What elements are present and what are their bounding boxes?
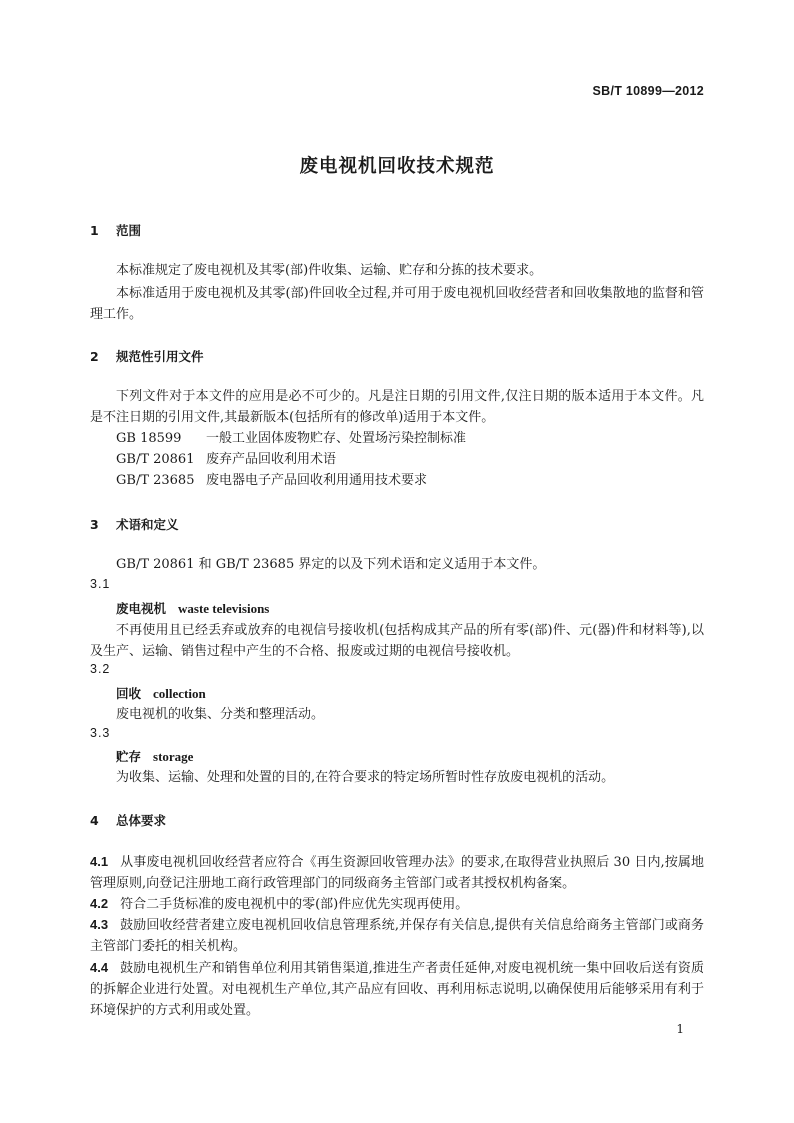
term-en: storage (153, 749, 194, 764)
s1-paragraph-1: 本标准规定了废电视机及其零(部)件收集、运输、贮存和分拣的技术要求。 (116, 263, 543, 278)
page-number: 1 (676, 1022, 684, 1036)
term-name (116, 684, 206, 702)
term-name (116, 599, 269, 617)
s3-intro: GB/T 20861 和 GB/T 23685 界定的以及下列术语和定义适用于本文件。 (116, 557, 546, 572)
s2-intro: 下列文件对于本文件的应用是必不可少的。凡是注日期的引用文件,仅注日期的版本适用于本文件。凡是不注日期的引用文件,其最新版本(包括所有的修改单)适用于本文件。 (90, 389, 704, 425)
clause-number: 4.3 (90, 917, 109, 932)
term-en: waste televisions (178, 601, 270, 616)
term-definition: 废电视机的收集、分类和整理活动。 (116, 707, 325, 722)
reference-item (116, 450, 336, 470)
term-number: 3.1 (90, 577, 111, 591)
reference-code: GB/T 23685 (116, 473, 195, 488)
term-cn: 贮存 (116, 749, 142, 764)
section-number: 4 (90, 813, 99, 828)
s1-paragraph-2: 本标准适用于废电视机及其零(部)件回收全过程,并可用于废电视机回收经营者和回收集散地的监督和管理工作。 (90, 286, 704, 322)
term-en: collection (153, 686, 206, 701)
section-title: 总体要求 (116, 813, 167, 828)
clause-text: 从事废电视机回收经营者应符合《再生资源回收管理办法》的要求,在取得营业执照后 30 日内,按属地管理原则,向登记注册地工商行政管理部门的同级商务主管部门或者其授权机构备案。 (90, 855, 704, 891)
section-1-heading (90, 221, 141, 239)
term-cn: 废电视机 (116, 601, 167, 616)
term-definition: 为收集、运输、处理和处置的目的,在符合要求的特定场所暂时性存放废电视机的活动。 (116, 770, 615, 785)
clause (90, 851, 704, 894)
section-title: 范围 (116, 223, 142, 238)
clause (90, 893, 704, 915)
clause-number: 4.2 (90, 896, 109, 911)
reference-code: GB/T 20861 (116, 452, 195, 467)
document-title: 废电视机回收技术规范 (299, 156, 495, 177)
term-cn: 回收 (116, 686, 142, 701)
reference-title: 一般工业固体废物贮存、处置场污染控制标准 (206, 431, 467, 446)
reference-title: 废弃产品回收利用术语 (206, 452, 337, 467)
standard-number: SB/T 10899—2012 (592, 84, 704, 98)
reference-title: 废电器电子产品回收利用通用技术要求 (206, 473, 428, 488)
reference-code: GB 18599 (116, 431, 182, 446)
section-number: 2 (90, 349, 99, 364)
section-4-heading (90, 811, 166, 829)
clause (90, 914, 704, 957)
reference-item (116, 429, 466, 449)
clause (90, 957, 704, 1021)
term-number: 3.2 (90, 662, 111, 676)
section-3-heading (90, 515, 179, 533)
section-number: 1 (90, 223, 99, 238)
term-definition: 不再使用且已经丢弃或放弃的电视信号接收机(包括构成其产品的所有零(部)件、元(器)件和材料等),以及生产、运输、销售过程中产生的不合格、报废或过期的电视信号接收机。 (90, 623, 704, 659)
clause-text: 鼓励电视机生产和销售单位利用其销售渠道,推进生产者责任延伸,对废电视机统一集中回收后送有资质的拆解企业进行处置。对电视机生产单位,其产品应有回收、再利用标志说明,以确保使用后能够采用有利于环境保护的方式利用或处置。 (90, 961, 704, 1018)
section-title: 规范性引用文件 (116, 349, 204, 364)
term-number: 3.3 (90, 726, 111, 740)
reference-item (116, 471, 427, 491)
section-2-heading (90, 347, 204, 365)
clause-number: 4.4 (90, 960, 109, 975)
section-title: 术语和定义 (116, 517, 179, 532)
clause-number: 4.1 (90, 854, 109, 869)
term-name (116, 747, 193, 765)
clause-text: 符合二手货标准的废电视机中的零(部)件应优先实现再使用。 (120, 897, 469, 912)
section-number: 3 (90, 517, 99, 532)
clause-text: 鼓励回收经营者建立废电视机回收信息管理系统,并保存有关信息,提供有关信息给商务主管部门或商务主管部门委托的相关机构。 (90, 918, 704, 954)
